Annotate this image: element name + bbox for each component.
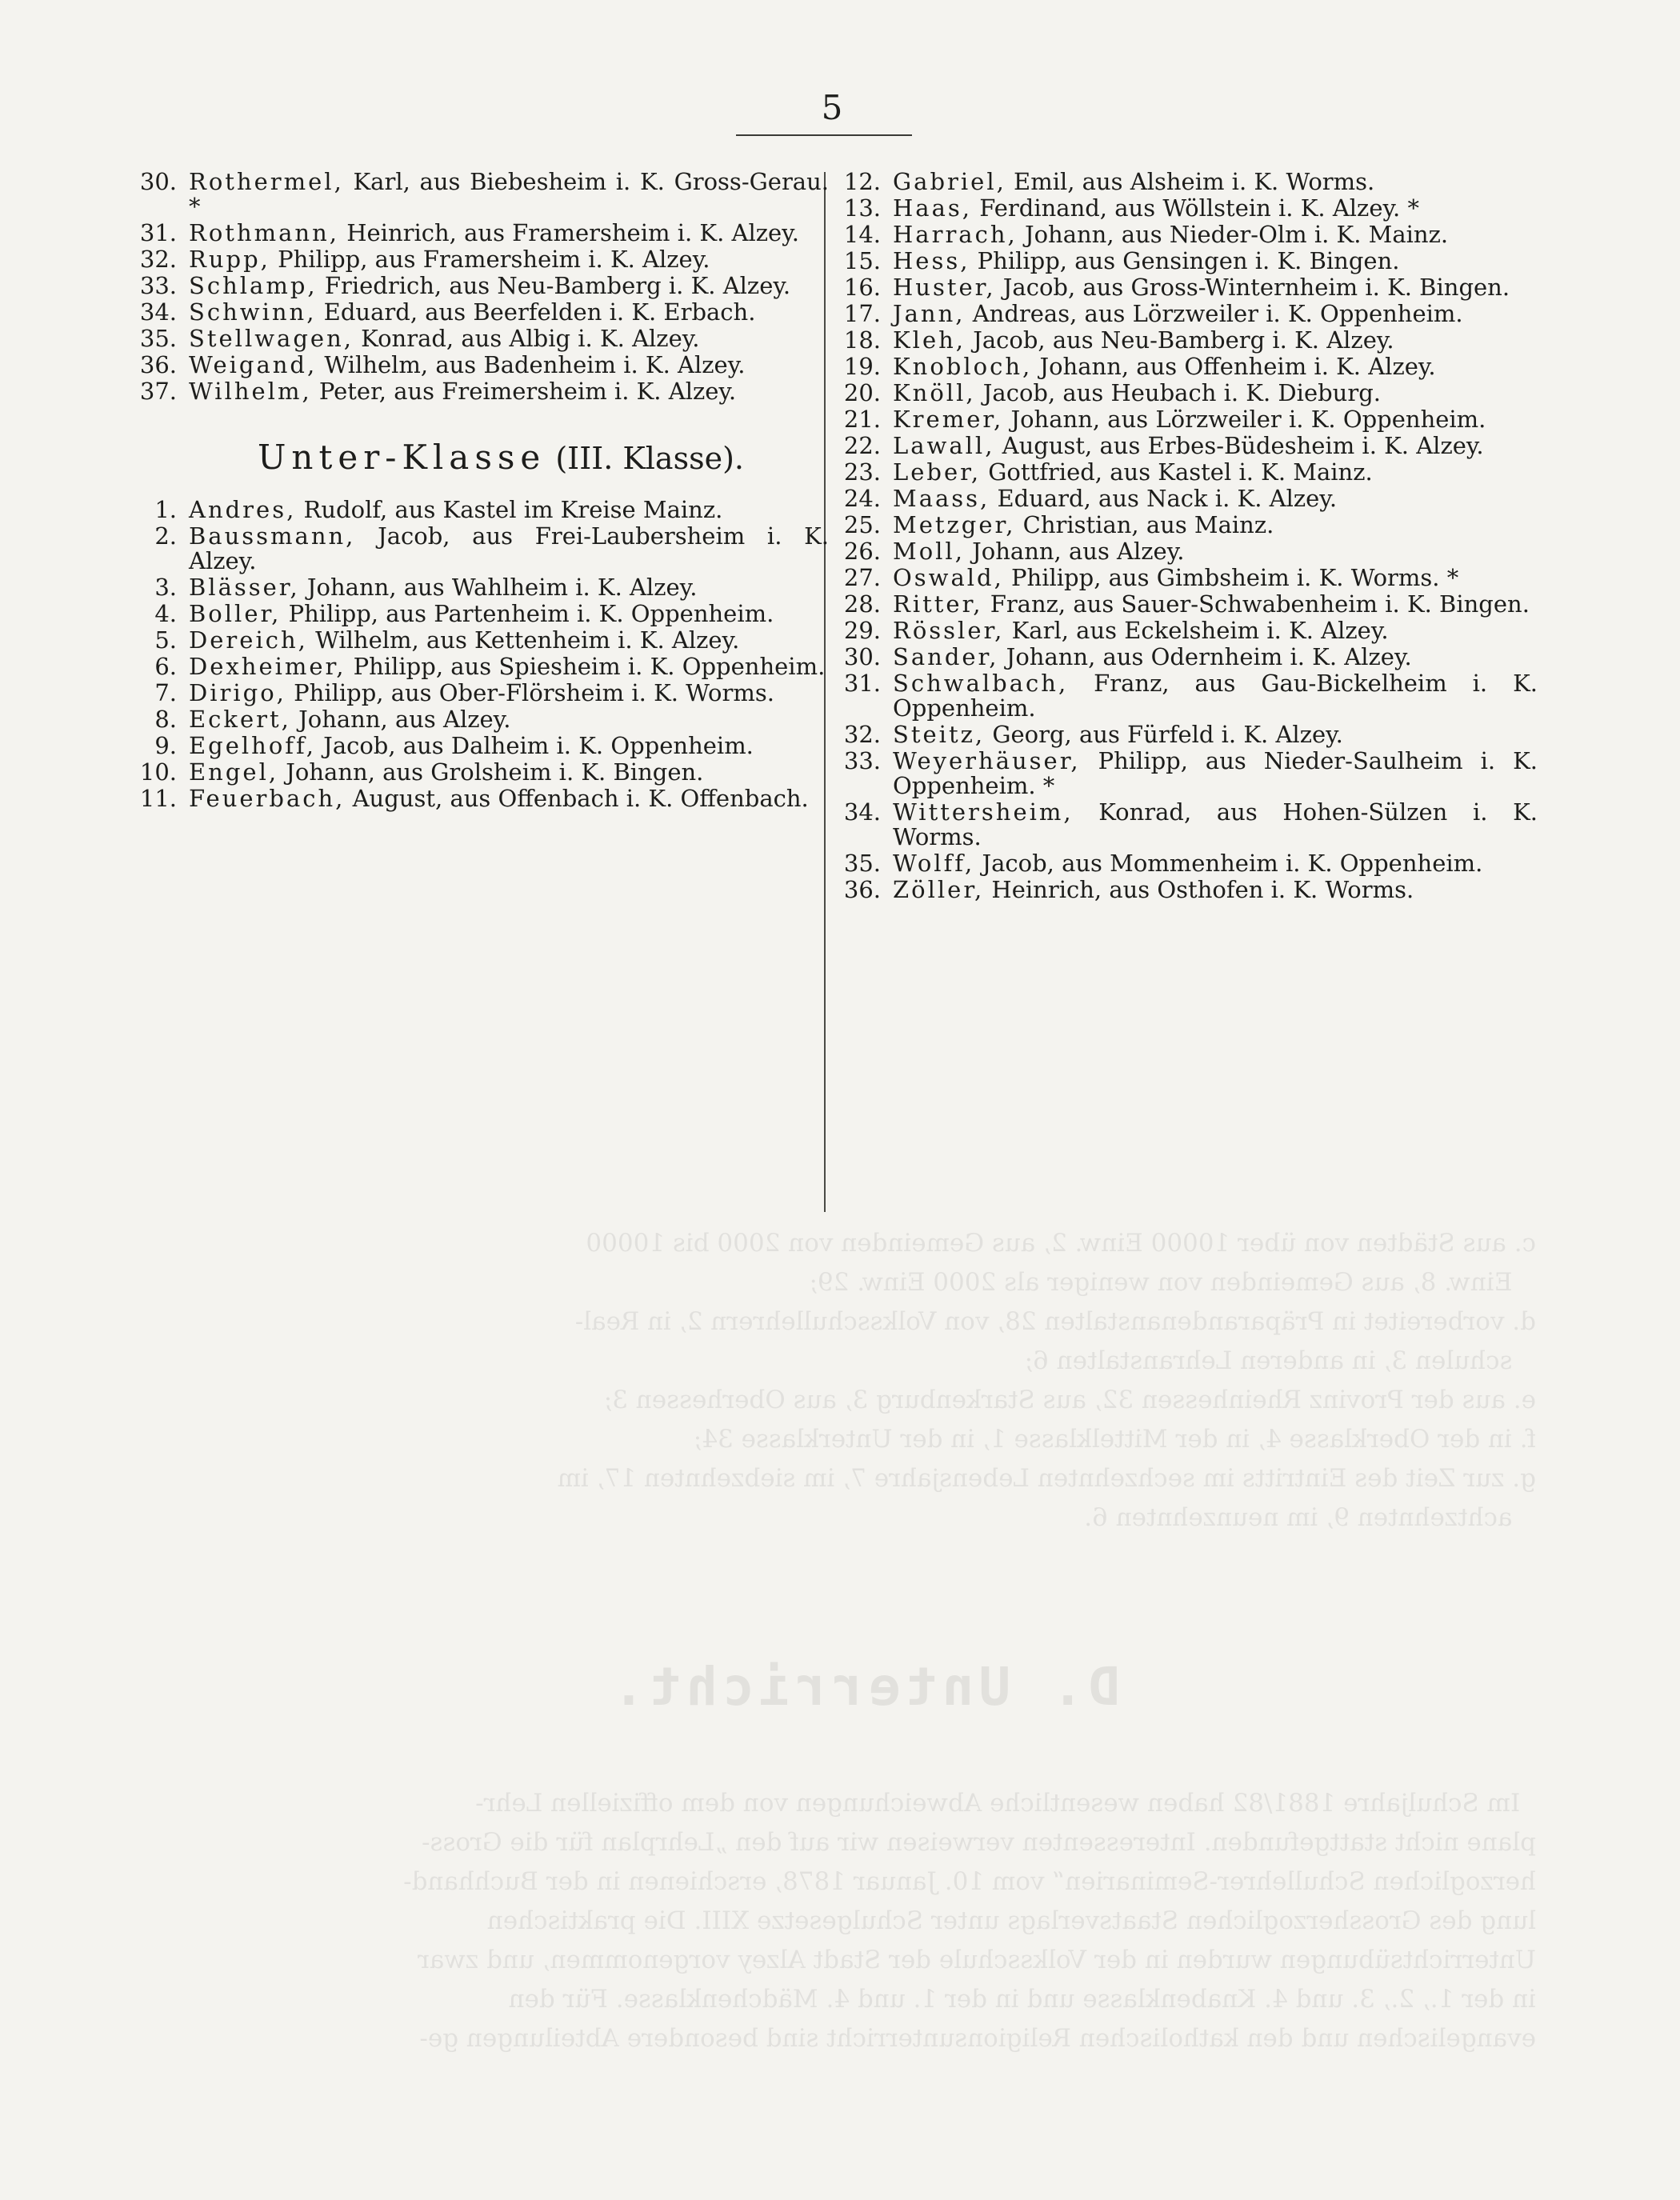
list-item	[843, 590, 1538, 618]
list-item	[843, 564, 1538, 591]
list-item	[843, 406, 1538, 433]
entry-surname: Jann,	[893, 300, 966, 327]
list-item	[843, 247, 1538, 274]
entry-details: Peter, aus Freimersheim i. K. Alzey.	[311, 378, 737, 405]
entry-number: 36.	[139, 351, 177, 378]
list-item	[843, 617, 1538, 644]
entry-number: 32.	[139, 246, 177, 273]
list-item	[139, 378, 829, 405]
entry-surname: Stellwagen,	[189, 325, 354, 352]
entry-details: August, aus Offenbach i. K. Offenbach.	[345, 785, 809, 812]
entry-details: Eduard, aus Nack i. K. Alzey.	[990, 485, 1338, 512]
bleed-through-text-lower: Im Schuljahre 1881/82 haben wesentliche Abweichungen von dem offiziellen Lehr- plane nicht stattgefunden. Interessenten verweisen wir auf den „Lehrplan für die Gross- herzoglichen Schullehrer-Seminarien“ vom 10. Januar 1878, erschienen in der Buchhand- lung des Grossherzoglichen Staatsverlags unter Schulgesetze XIII. Die praktischen Unterrichtsübungen wurden in der Volksschule der Stadt Alzey vorgenommen, und zwar in der 1., 2., 3. und 4. Knabenklasse und in der 1. und 4. Mädchenklasse. Für den evangelischen und den katholischen Religionsunterricht sind besondere Abteilungen ge-	[403, 1789, 1536, 2053]
page-number: 5	[821, 88, 843, 127]
entry-surname: Leber,	[893, 458, 982, 486]
entry-details: Heinrich, aus Osthofen i. K. Worms.	[984, 876, 1414, 903]
entry-number: 37.	[139, 378, 177, 405]
entry-details: Jacob, aus Frei-Laubersheim i. K. Alzey.	[189, 522, 829, 574]
list-item	[139, 298, 829, 326]
entry-number: 33.	[843, 747, 881, 774]
list-item	[139, 758, 829, 786]
list-item	[843, 353, 1538, 380]
section-heading-subtitle: (III. Klasse).	[546, 441, 744, 476]
list-item	[843, 326, 1538, 354]
entry-surname: Ritter,	[893, 590, 983, 618]
entry-number: 8.	[154, 706, 177, 733]
list-item	[149, 734, 829, 758]
list-item	[149, 654, 829, 679]
list-item	[843, 432, 1538, 459]
entry-surname: Eckert,	[189, 706, 291, 733]
entry-details: Friedrich, aus Neu-Bamberg i. K. Alzey.	[317, 272, 791, 299]
list-item	[139, 351, 829, 378]
entry-surname: Hess,	[893, 247, 970, 274]
entry-number: 13.	[843, 194, 881, 222]
entry-details: Johann, aus Lörzweiler i. K. Oppenheim.	[1003, 406, 1486, 433]
entry-surname: Lawall,	[893, 432, 995, 459]
entry-number: 18.	[843, 326, 881, 354]
entry-details: Johann, aus Odernheim i. K. Alzey.	[998, 643, 1412, 670]
list-item	[843, 511, 1538, 538]
entry-number: 26.	[843, 538, 881, 565]
entry-surname: Wolff,	[893, 850, 975, 877]
entry-number: 33.	[139, 272, 177, 299]
entry-details: Johann, aus Nieder-Olm i. K. Mainz.	[1017, 221, 1449, 248]
entry-details: Wilhelm, aus Kettenheim i. K. Alzey.	[307, 626, 740, 654]
entry-surname: Dexheimer,	[189, 653, 346, 680]
page-number-rule	[736, 134, 912, 136]
entry-details: Philipp, aus Nieder-Saulheim i. K. Oppenheim. *	[893, 747, 1538, 799]
entry-details: Karl, aus Biebesheim i. K. Gross-Gerau. *	[189, 168, 829, 220]
right-column	[843, 168, 1538, 904]
entry-details: Philipp, aus Framersheim i. K. Alzey.	[270, 246, 710, 273]
entry-number: 30.	[139, 168, 177, 195]
entry-surname: Schlamp,	[189, 272, 318, 299]
entry-surname: Kleh,	[893, 326, 966, 354]
list-item	[843, 876, 1538, 903]
entry-number: 32.	[843, 721, 881, 748]
entry-number: 31.	[139, 219, 177, 246]
entry-details: Philipp, aus Gimbsheim i. K. Worms. *	[1003, 564, 1459, 591]
entry-surname: Feuerbach,	[189, 785, 346, 812]
entry-number: 1.	[154, 496, 177, 523]
list-item	[843, 379, 1538, 406]
entry-number: 11.	[139, 785, 177, 812]
list-item	[149, 498, 829, 522]
unter-klasse-list	[139, 496, 829, 812]
entry-number: 35.	[139, 325, 177, 352]
list-item	[139, 272, 829, 299]
list-item	[843, 485, 1538, 512]
entry-details: Philipp, aus Gensingen i. K. Bingen.	[970, 247, 1400, 274]
entry-number: 34.	[139, 298, 177, 326]
entry-details: Johann, aus Grolsheim i. K. Bingen.	[278, 758, 704, 786]
entry-surname: Moll,	[893, 538, 965, 565]
entry-surname: Metzger,	[893, 511, 1016, 538]
entry-number: 14.	[843, 221, 881, 248]
entry-number: 27.	[843, 564, 881, 591]
entry-surname: Rupp,	[189, 246, 270, 273]
entry-surname: Baussmann,	[189, 522, 356, 550]
entry-details: Franz, aus Sauer-Schwabenheim i. K. Bingen.	[982, 590, 1530, 618]
entry-surname: Blässer,	[189, 574, 300, 601]
list-item	[843, 721, 1538, 748]
entry-number: 34.	[843, 798, 881, 826]
entry-surname: Maass,	[893, 485, 990, 512]
entry-details: Johann, aus Wahlheim i. K. Alzey.	[299, 574, 698, 601]
section-heading-title: Unter-Klasse	[258, 438, 546, 477]
entry-surname: Schwalbach,	[893, 670, 1069, 697]
entry-details: Philipp, aus Spiesheim i. K. Oppenheim.	[346, 653, 826, 680]
list-item	[149, 575, 829, 600]
list-item	[843, 221, 1538, 248]
entry-number: 10.	[139, 758, 177, 786]
entry-details: Gottfried, aus Kastel i. K. Mainz.	[981, 458, 1373, 486]
entry-surname: Rössler,	[893, 617, 1005, 644]
entry-number: 7.	[154, 679, 177, 706]
entry-surname: Zöller,	[893, 876, 985, 903]
entry-surname: Harrach,	[893, 221, 1018, 248]
entry-surname: Weigand,	[189, 351, 318, 378]
entry-surname: Kremer,	[893, 406, 1004, 433]
entry-surname: Huster,	[893, 274, 996, 301]
list-item	[843, 274, 1538, 301]
entry-details: Ferdinand, aus Wöllstein i. K. Alzey. *	[971, 194, 1419, 222]
list-item	[843, 168, 1538, 195]
list-item	[843, 458, 1538, 486]
left-column	[139, 168, 829, 813]
list-item	[149, 681, 829, 706]
entry-number: 5.	[154, 626, 177, 654]
entry-surname: Sander,	[893, 643, 999, 670]
entry-surname: Dereich,	[189, 626, 308, 654]
entry-details: Heinrich, aus Framersheim i. K. Alzey.	[339, 219, 799, 246]
entry-number: 21.	[843, 406, 881, 433]
entry-number: 30.	[843, 643, 881, 670]
entry-surname: Egelhoff,	[189, 732, 316, 759]
entry-surname: Rothermel,	[189, 168, 344, 195]
entry-surname: Haas,	[893, 194, 972, 222]
entry-number: 3.	[154, 574, 177, 601]
section-heading-unter-klasse	[149, 438, 829, 477]
entry-number: 2.	[154, 522, 177, 550]
entry-number: 19.	[843, 353, 881, 380]
entry-number: 15.	[843, 247, 881, 274]
entry-details: Rudolf, aus Kastel im Kreise Mainz.	[296, 496, 723, 523]
entry-details: Jacob, aus Mommenheim i. K. Oppenheim.	[974, 850, 1483, 877]
entry-details: Franz, aus Gau-Bickelheim i. K. Oppenheim.	[893, 670, 1538, 722]
list-item	[843, 670, 1538, 722]
entry-surname: Boller,	[189, 600, 282, 627]
entry-details: Jacob, aus Gross-Winternheim i. K. Bingen.	[995, 274, 1510, 301]
entry-details: Karl, aus Eckelsheim i. K. Alzey.	[1004, 617, 1389, 644]
list-item	[843, 300, 1538, 327]
entry-number: 12.	[843, 168, 881, 195]
entry-details: Georg, aus Fürfeld i. K. Alzey.	[985, 721, 1343, 748]
entry-details: Johann, aus Offenheim i. K. Alzey.	[1032, 353, 1436, 380]
entry-surname: Oswald,	[893, 564, 1004, 591]
entry-details: Jacob, aus Heubach i. K. Dieburg.	[975, 379, 1381, 406]
entry-details: Christian, aus Mainz.	[1015, 511, 1274, 538]
entry-details: August, aus Erbes-Büdesheim i. K. Alzey.	[994, 432, 1484, 459]
entry-number: 29.	[843, 617, 881, 644]
bleed-through-heading: D. Unterricht.	[608, 1656, 1121, 1718]
entry-surname: Engel,	[189, 758, 279, 786]
entry-details: Konrad, aus Albig i. K. Alzey.	[353, 325, 700, 352]
bleed-through-text-upper: c. aus Städten von über 10000 Einw. 2, aus Gemeinden von 2000 bis 10000 Einw. 8, aus Gemeinden von weniger als 2000 Einw. 29; d. vorbereitet in Präparandenanstalten 28, von Volksschullehrern 2, in Real- schulen 3, in anderen Lehranstalten 6; e. aus der Provinz Rheinhessen 32, aus Starkenburg 3, aus Oberhessen 3; f. in der Oberklasse 4, in der Mittelklasse 1, in der Unterklasse 34; g. zur Zeit des Eintritts im sechzehnten Lebensjahre 7, im siebzehnten 17, im achtzehnten 9, im neunzehnten 6.	[557, 1229, 1536, 1532]
entry-surname: Knobloch,	[893, 353, 1033, 380]
list-item	[139, 325, 829, 352]
entry-details: Philipp, aus Ober-Flörsheim i. K. Worms.	[286, 679, 774, 706]
entry-details: Emil, aus Alsheim i. K. Worms.	[1006, 168, 1375, 195]
entry-surname: Rothmann,	[189, 219, 339, 246]
list-item	[139, 246, 829, 273]
list-item	[843, 643, 1538, 670]
entry-surname: Schwinn,	[189, 298, 317, 326]
list-item	[843, 747, 1538, 799]
entry-details: Johann, aus Alzey.	[964, 538, 1185, 565]
list-item	[139, 168, 829, 220]
entry-details: Jacob, aus Dalheim i. K. Oppenheim.	[315, 732, 754, 759]
entry-number: 4.	[154, 600, 177, 627]
entry-number: 35.	[843, 850, 881, 877]
entry-surname: Andres,	[189, 496, 297, 523]
entry-details: Andreas, aus Lörzweiler i. K. Oppenheim.	[965, 300, 1463, 327]
entry-number: 28.	[843, 590, 881, 618]
entry-surname: Weyerhäuser,	[893, 747, 1081, 774]
entry-surname: Steitz,	[893, 721, 986, 748]
list-item	[139, 219, 829, 246]
list-item	[149, 707, 829, 732]
list-item	[149, 602, 829, 626]
list-item	[843, 194, 1538, 222]
entry-number: 17.	[843, 300, 881, 327]
entry-surname: Gabriel,	[893, 168, 1006, 195]
entry-number: 22.	[843, 432, 881, 459]
entry-number: 16.	[843, 274, 881, 301]
unter-klasse-list-continued	[843, 168, 1538, 903]
mittel-klasse-list-continued	[139, 168, 829, 405]
list-item	[139, 785, 829, 812]
list-item	[843, 538, 1538, 565]
list-item	[843, 798, 1538, 850]
entry-surname: Wilhelm,	[189, 378, 312, 405]
entry-number: 25.	[843, 511, 881, 538]
list-item	[149, 524, 829, 574]
entry-details: Wilhelm, aus Badenheim i. K. Alzey.	[317, 351, 746, 378]
entry-details: Eduard, aus Beerfelden i. K. Erbach.	[316, 298, 756, 326]
list-item	[843, 850, 1538, 877]
entry-surname: Dirigo,	[189, 679, 286, 706]
entry-details: Konrad, aus Hohen-Sülzen i. K. Worms.	[893, 798, 1538, 850]
entry-number: 36.	[843, 876, 881, 903]
entry-number: 9.	[154, 732, 177, 759]
entry-number: 31.	[843, 670, 881, 697]
entry-number: 6.	[154, 653, 177, 680]
list-item	[149, 628, 829, 653]
entry-number: 20.	[843, 379, 881, 406]
entry-details: Johann, aus Alzey.	[290, 706, 511, 733]
entry-surname: Wittersheim,	[893, 798, 1074, 826]
entry-surname: Knöll,	[893, 379, 976, 406]
entry-number: 23.	[843, 458, 881, 486]
entry-number: 24.	[843, 485, 881, 512]
entry-details: Jacob, aus Neu-Bamberg i. K. Alzey.	[966, 326, 1394, 354]
entry-details: Philipp, aus Partenheim i. K. Oppenheim.	[281, 600, 774, 627]
